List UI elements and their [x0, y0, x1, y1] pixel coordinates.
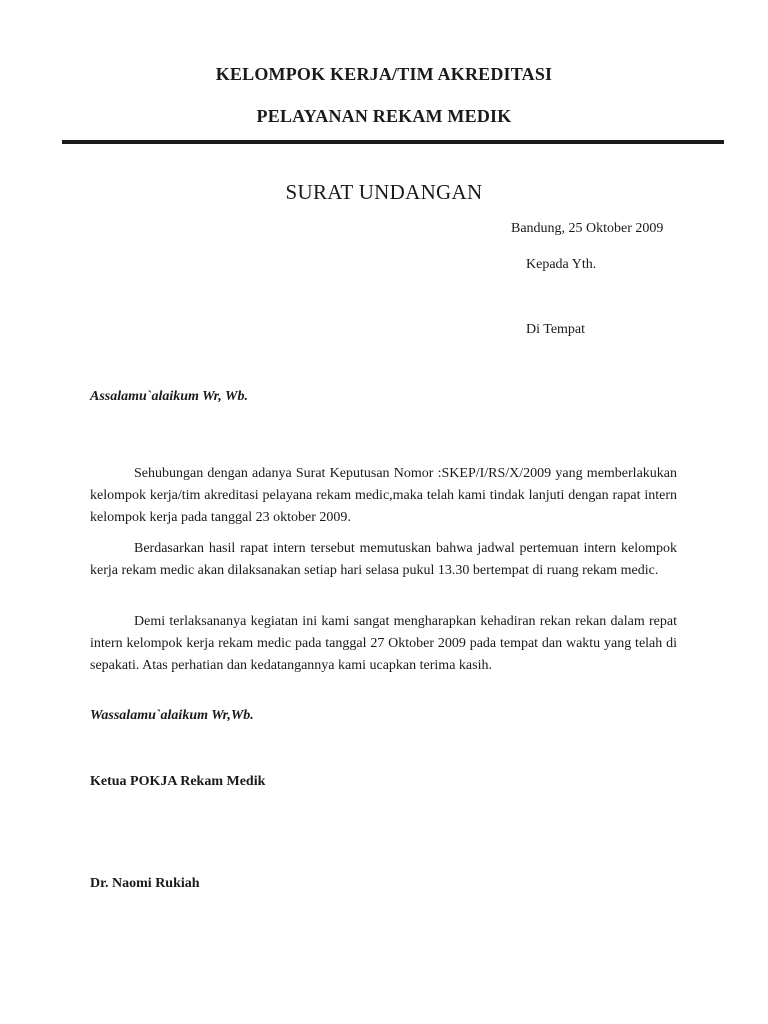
opening-greeting: Assalamu`alaikum Wr, Wb. — [90, 389, 248, 404]
body-paragraph: Sehubungan dengan adanya Surat Keputusan Nomor :SKEP/I/RS/X/2009 yang memberlakukan kelompok kerja/tim akreditasi pelayana rekam medic,maka telah kami tindak lanjuti dengan rapat intern kelompok kerja pada tanggal 23 oktober 2009. — [90, 466, 677, 525]
recipient-location: Di Tempat — [526, 322, 586, 337]
letterhead-unit: PELAYANAN REKAM MEDIK — [256, 106, 512, 126]
signatory-name: Dr. Naomi Rukiah — [90, 876, 200, 891]
signatory-role: Ketua POKJA Rekam Medik — [90, 774, 266, 789]
body-paragraph: Demi terlaksananya kegiatan ini kami sangat mengharapkan kehadiran rekan rekan dalam repat intern kelompok kerja rekam medic pada tanggal 27 Oktober 2009 pada tempat dan waktu yang telah di sepakati. Atas perhatian dan kedatangannya kami ucapkan terima kasih. — [90, 614, 677, 673]
recipient-salutation: Kepada Yth. — [526, 257, 597, 272]
letterhead-divider — [62, 140, 724, 144]
body-paragraph: Berdasarkan hasil rapat intern tersebut memutuskan bahwa jadwal pertemuan intern kelompok kerja rekam medic akan dilaksanakan setiap hari selasa pukul 13.30 bertempat di ruang rekam medic. — [90, 541, 677, 578]
place-date: Bandung, 25 Oktober 2009 — [511, 221, 664, 236]
letterhead-organization: KELOMPOK KERJA/TIM AKREDITASI — [215, 64, 553, 84]
closing-greeting: Wassalamu`alaikum Wr,Wb. — [90, 708, 254, 723]
letter-title: SURAT UNDANGAN — [285, 180, 483, 204]
